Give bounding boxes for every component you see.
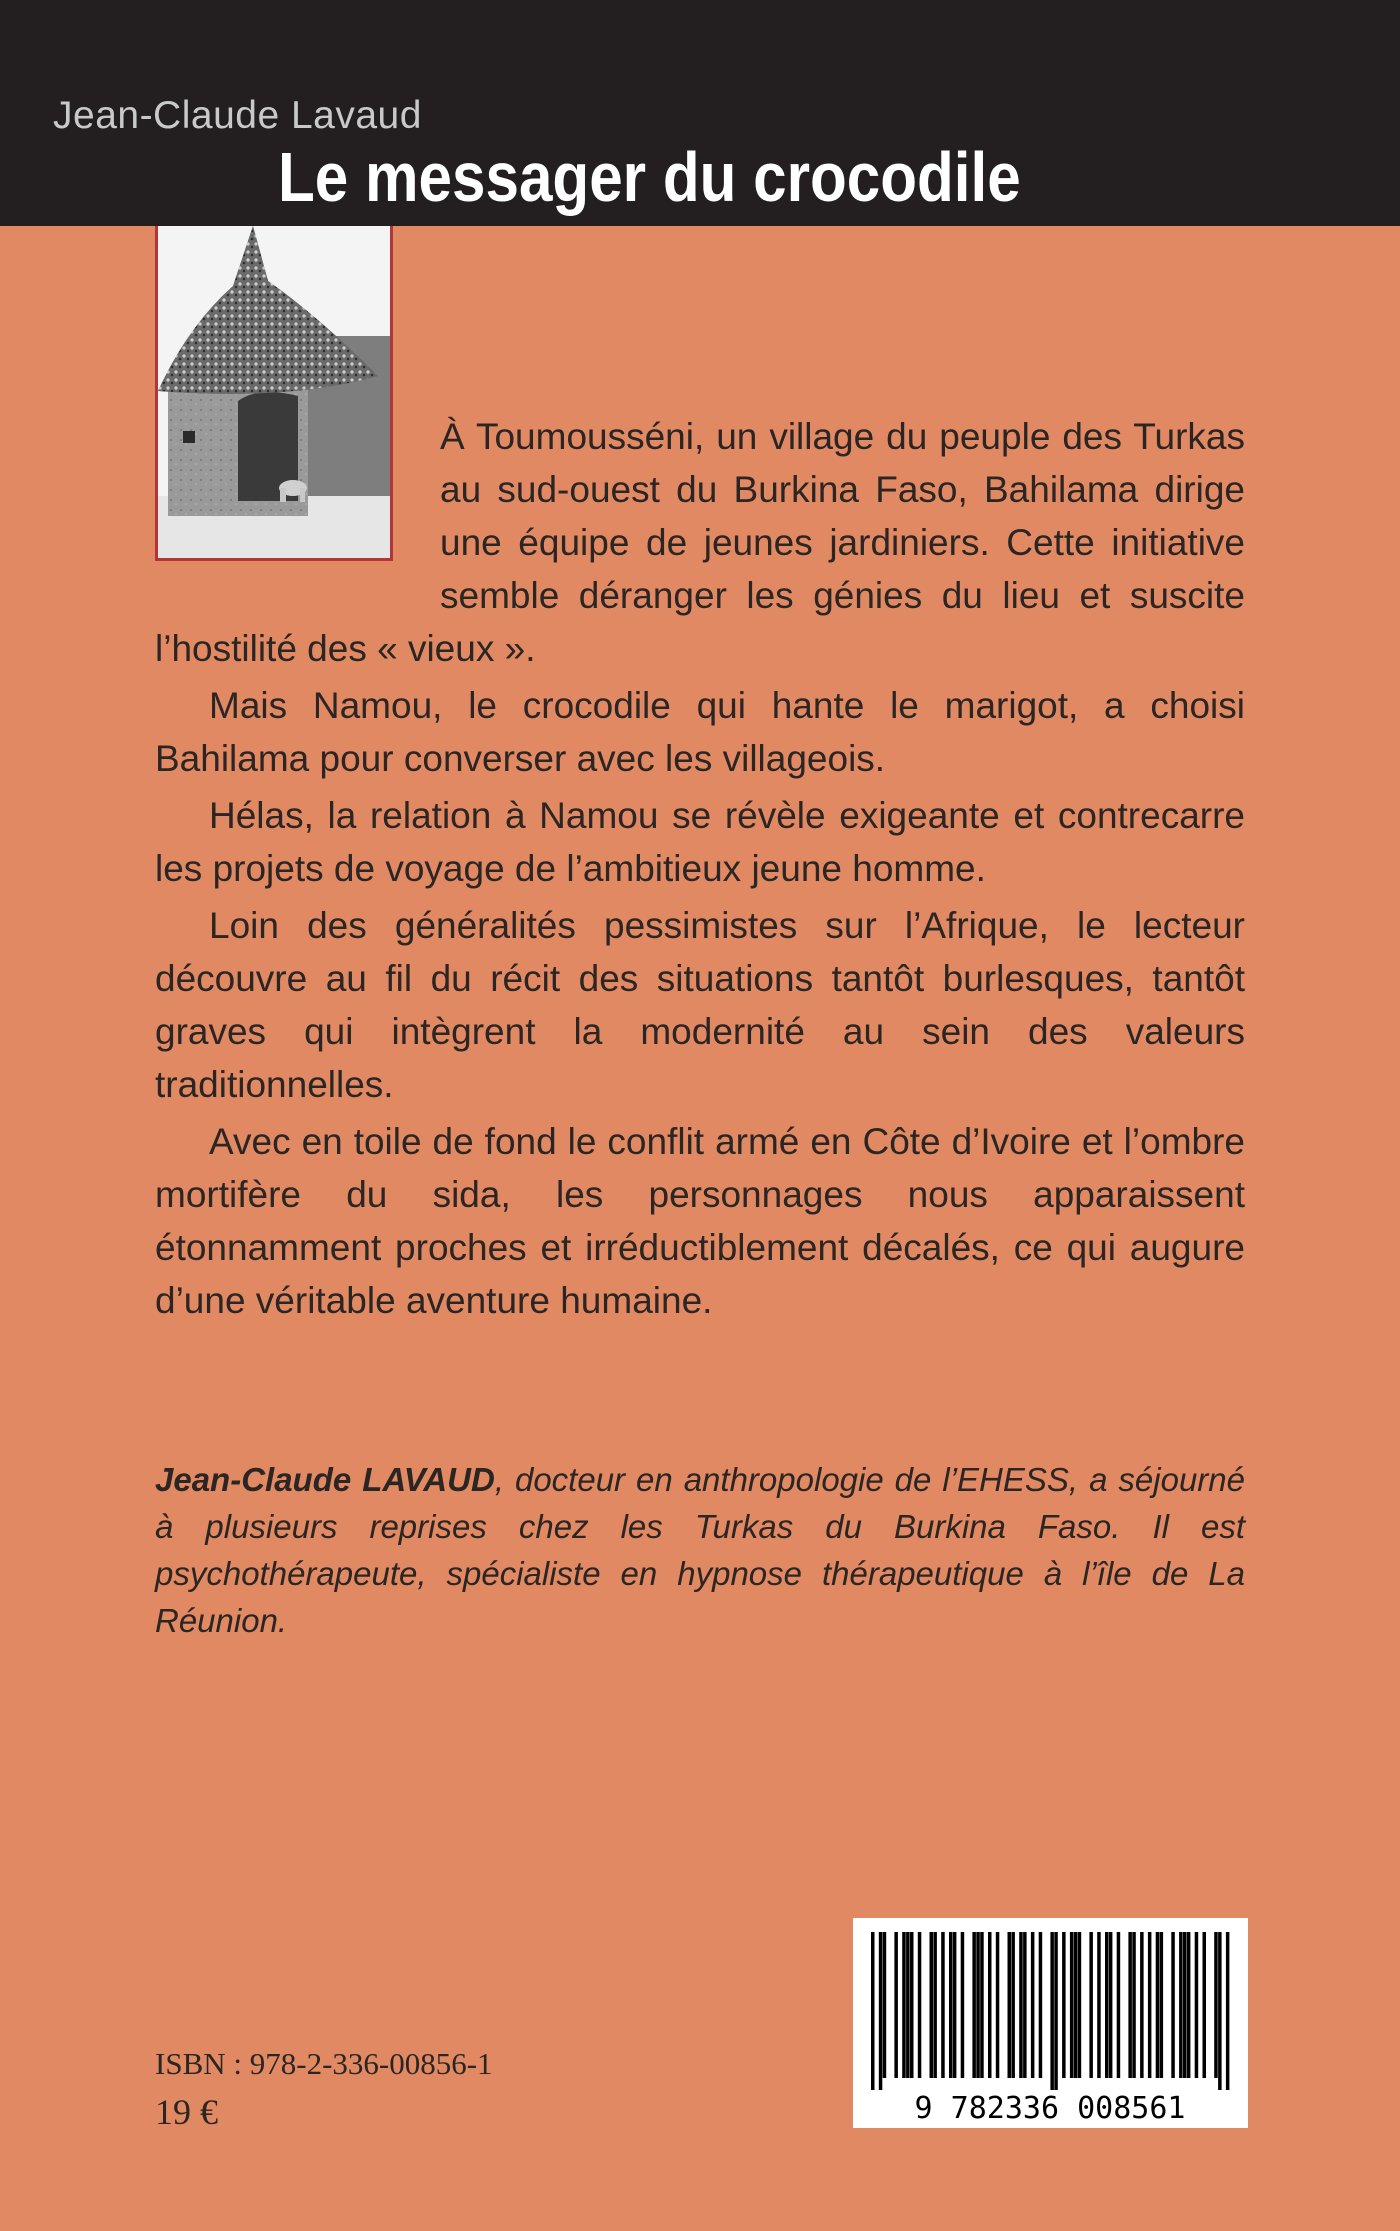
- bio-author-name: Jean-Claude LAVAUD: [155, 1461, 495, 1498]
- bio-text: , docteur en anthropologie de l’EHESS, a séjourné à plusieurs reprises chez les Turkas du Burkina Faso. Il est psychothérapeute, spécialiste en hypnose thérapeutique à l’île de La Réunion.: [155, 1461, 1245, 1639]
- barcode-bar: [1187, 1932, 1191, 2078]
- barcode-bar: [941, 1932, 945, 2078]
- barcode-bar: [1179, 1932, 1183, 2078]
- barcode-digits: 9 782336 008561: [914, 2091, 1186, 2126]
- barcode-bar: [976, 1932, 980, 2078]
- barcode-bar: [1062, 1932, 1066, 2078]
- barcode-bar: [1203, 1932, 1207, 2078]
- barcode-bar: [1218, 1932, 1222, 2090]
- author-name: Jean-Claude Lavaud: [53, 94, 422, 137]
- barcode-bar: [1050, 1932, 1054, 2090]
- barcode-bar: [1195, 1932, 1199, 2078]
- barcode-bar: [949, 1932, 953, 2078]
- barcode-bar: [930, 1932, 934, 2078]
- barcode-bar: [1039, 1932, 1043, 2078]
- barcode-icon: [853, 1918, 1248, 2128]
- barcode-bar: [988, 1932, 992, 2078]
- barcode-bar: [1019, 1932, 1023, 2078]
- barcode-bar: [1078, 1932, 1082, 2078]
- barcode-bar: [1148, 1932, 1152, 2078]
- barcode-bar: [1109, 1932, 1113, 2078]
- barcode-bar: [996, 1932, 1000, 2078]
- barcode-bar: [1117, 1932, 1121, 2078]
- barcode-bar: [1089, 1932, 1093, 2078]
- barcode-bar: [906, 1932, 910, 2078]
- barcode: [853, 1918, 1248, 2128]
- barcode-bar: [1105, 1932, 1109, 2078]
- barcode-bar: [1226, 1932, 1230, 2090]
- barcode-bar: [879, 1932, 883, 2090]
- barcode-bar: [972, 1932, 976, 2078]
- blurb-paragraph-3: Hélas, la relation à Namou se révèle exigeante et contrecarre les projets de voyage de l’ambitieux jeune homme.: [155, 795, 1245, 889]
- barcode-bar: [902, 1932, 906, 2078]
- barcode-bar: [910, 1932, 914, 2078]
- barcode-bar: [1008, 1932, 1012, 2078]
- barcode-bar: [1171, 1932, 1175, 2078]
- barcode-bar: [918, 1932, 922, 2078]
- barcode-bar: [1214, 1932, 1218, 2078]
- isbn: ISBN : 978-2-336-00856-1: [155, 2046, 493, 2081]
- barcode-bar: [1140, 1932, 1144, 2078]
- author-bio: [155, 1456, 1245, 1644]
- barcode-bar: [1031, 1932, 1035, 2078]
- blurb-paragraph-4: Loin des généralités pessimistes sur l’Afrique, le lecteur découvre au fil du récit des situations tantôt burlesques, tantôt graves qui intègrent la modernité au sein des valeurs traditionnelles.: [155, 905, 1245, 1105]
- barcode-bar: [871, 1932, 875, 2090]
- barcode-bar: [953, 1932, 957, 2078]
- barcode-bar: [1156, 1932, 1160, 2078]
- image-wrap-spacer: [155, 410, 440, 622]
- blurb-paragraph-1: À Toumousséni, un village du peuple des Turkas au sud-ouest du Burkina Faso, Bahilama dirige une équipe de jeunes jardiniers. Cette initiative semble déranger les génies du lieu et suscite l’hostilité des « vieux ».: [155, 416, 1245, 669]
- barcode-bar: [1054, 1932, 1058, 2090]
- barcode-bar: [980, 1932, 984, 2078]
- barcode-bar: [1183, 1932, 1187, 2078]
- barcode-bar: [933, 1932, 937, 2078]
- barcode-bar: [961, 1932, 965, 2078]
- barcode-bar: [1097, 1932, 1101, 2078]
- barcode-bar: [1132, 1932, 1136, 2078]
- barcode-bar: [883, 1932, 887, 2078]
- blurb-paragraph-5: Avec en toile de fond le conflit armé en Côte d’Ivoire et l’ombre mortifère du sida, les personnages nous apparaissent étonnamment proches et irréductiblement décalés, ce qui augure d’une véritable aventure humaine.: [155, 1121, 1245, 1321]
- blurb-text: [155, 410, 1245, 1331]
- blurb-paragraph-2: Mais Namou, le crocodile qui hante le marigot, a choisi Bahilama pour converser avec les villageois.: [155, 685, 1245, 779]
- price: 19 €: [155, 2092, 218, 2132]
- barcode-bar: [894, 1932, 898, 2078]
- barcode-bar: [1070, 1932, 1074, 2078]
- barcode-bar: [1128, 1932, 1132, 2078]
- barcode-bar: [1074, 1932, 1078, 2078]
- barcode-bar: [1011, 1932, 1015, 2078]
- barcode-bar: [1023, 1932, 1027, 2078]
- barcode-bar: [1160, 1932, 1164, 2078]
- book-title: Le messager du crocodile: [278, 138, 1021, 216]
